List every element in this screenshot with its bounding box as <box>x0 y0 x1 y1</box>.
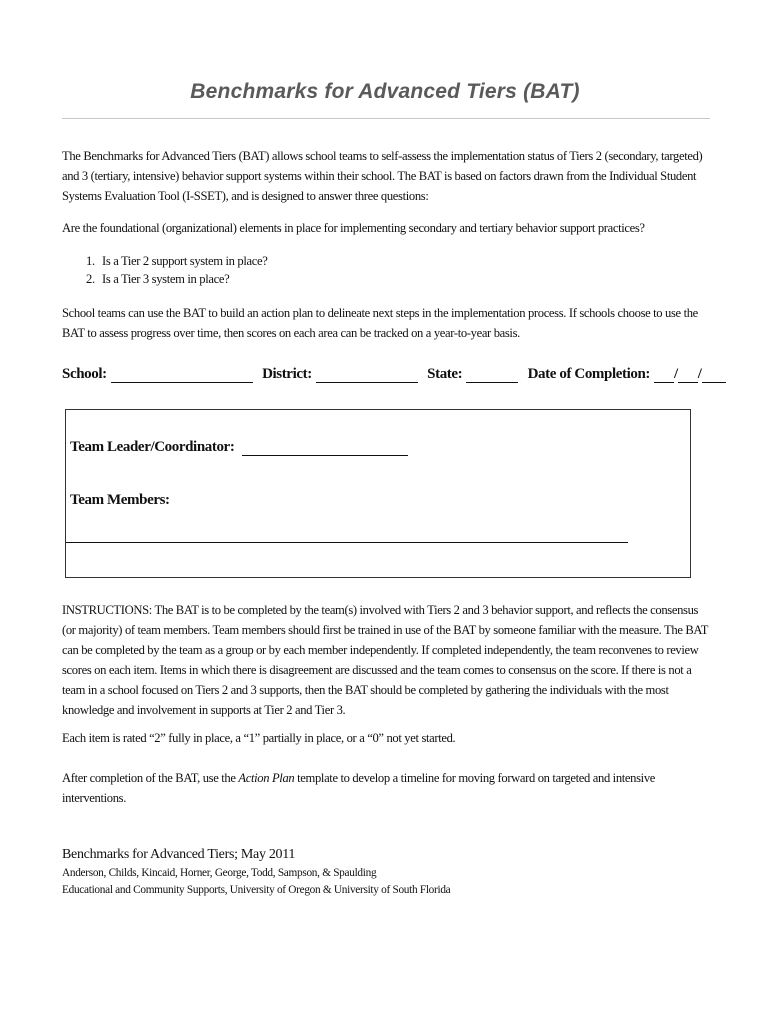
after-text-start: After completion of the BAT, use the <box>62 771 239 785</box>
rating-paragraph: Each item is rated “2” fully in place, a “1” partially in place, or a “0” not yet started. <box>62 731 456 745</box>
date-month-field[interactable] <box>654 368 674 383</box>
footer <box>62 845 450 899</box>
school-label: School: <box>62 366 107 382</box>
title-divider <box>62 118 710 119</box>
document-title: Benchmarks for Advanced Tiers (BAT) <box>190 80 580 103</box>
team-leader-row <box>70 439 414 456</box>
instructions-paragraph: INSTRUCTIONS: The BAT is to be completed by the team(s) involved with Tiers 2 and 3 behavior support, and reflects the consensus (or majority) of team members. Team members should first be trained in use of the BAT by someone familiar with the measure. The BAT can be completed by the team as a group or by each member independently. If completed independently, the team reconvenes to review scores on each item. Items in which there is disagreement are discussed and the team comes to consensus on the score. If there is not a team in a school focused on Tiers 2 and 3 supports, then the BAT should be completed by gathering the individuals with the most knowledge and involvement in supports at Tier 2 and Tier 3. <box>62 603 708 717</box>
action-plan-emphasis: Action Plan <box>238 771 295 785</box>
intro-paragraph: The Benchmarks for Advanced Tiers (BAT) allows school teams to self-assess the implementation status of Tiers 2 (secondary, targeted) and 3 (tertiary, intensive) behavior support systems within their school. The BAT is based on factors drawn from the Individual Student Systems Evaluation Tool (I-SSET), and is designed to answer three questions: <box>62 149 703 203</box>
question-number: 1. <box>86 254 95 268</box>
district-label: District: <box>262 366 312 382</box>
questions-list <box>86 252 267 288</box>
date-separator: / <box>697 366 702 382</box>
team-members-field[interactable] <box>66 542 628 543</box>
school-field[interactable] <box>111 368 253 383</box>
state-field[interactable] <box>466 368 518 383</box>
date-day-field[interactable] <box>678 368 698 383</box>
footer-organizations: Educational and Community Supports, University of Oregon & University of South Florida <box>62 884 451 896</box>
date-year-field[interactable] <box>702 368 726 383</box>
team-leader-label: Team Leader/Coordinator: <box>70 439 235 455</box>
question-number: 2. <box>86 272 95 286</box>
after-completion-paragraph <box>62 768 712 808</box>
team-box <box>65 409 691 578</box>
action-plan-paragraph: School teams can use the BAT to build an action plan to delineate next steps in the implementation process. If schools choose to use the BAT to assess progress over time, then scores on each area can be tracked on a year-to-year basis. <box>62 306 698 340</box>
state-label: State: <box>427 366 463 382</box>
team-members-label: Team Members: <box>70 492 170 508</box>
district-field[interactable] <box>316 368 418 383</box>
question-text: Is a Tier 2 support system in place? <box>102 254 268 268</box>
date-separator: / <box>674 366 678 382</box>
question-item <box>86 270 267 288</box>
question-text: Is a Tier 3 system in place? <box>102 272 230 286</box>
footer-title: Benchmarks for Advanced Tiers; May 2011 <box>62 847 296 862</box>
team-leader-field[interactable] <box>242 441 408 456</box>
main-question: Are the foundational (organizational) elements in place for implementing secondary and tertiary behavior support practices? <box>62 221 645 235</box>
date-label: Date of Completion: <box>527 366 650 382</box>
footer-authors: Anderson, Childs, Kincaid, Horner, George, Todd, Sampson, & Spaulding <box>62 867 377 879</box>
question-item <box>86 252 267 270</box>
school-info-row <box>62 366 722 383</box>
after-text-end: template to develop a timeline for moving forward on targeted and intensive interventions. <box>62 771 656 805</box>
